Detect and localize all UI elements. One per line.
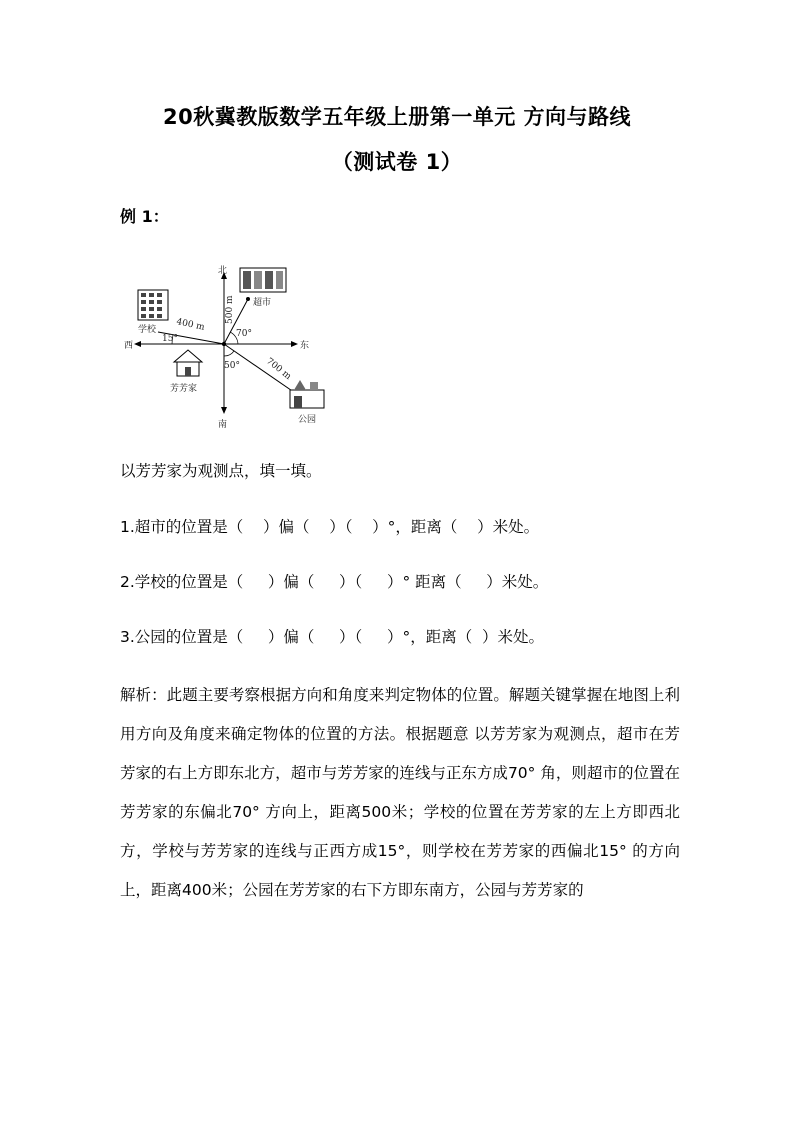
question-3: 3.公园的位置是（ ）偏（ ）（ ）°，距离（ ）米处。 [120,628,545,646]
angle-supermarket: 70° [236,329,252,339]
park-icon [290,380,324,408]
west-arrow-icon [134,341,141,347]
school-icon [138,290,168,320]
analysis-paragraph: 解析：此题主要考察根据方向和角度来判定物体的位置。解题关键掌握在地图上利用方向及角度来确定物体的位置的方法。根据题意 以芳芳家为观测点，超市在芳芳家的右上方即东北方，超市与芳芳家的连线与正东方成70° 角，则超市的位置在芳芳家的东偏北70° 方向上，距离500米；学校的位置在芳芳家的左上方即西北方，学校与芳芳家的连线与正西方成15°，则学校在芳芳家的西偏北15° 的方向上，距离400米；公园在芳芳家的右下方即东南方，公园与芳芳家的 [120,686,680,899]
park-label: 公园 [298,415,317,425]
example-label: 例 1： [120,207,169,226]
supermarket-label: 超市 [253,298,272,308]
direction-map [124,262,328,432]
school-label: 学校 [138,325,157,335]
west-label: 西 [124,341,134,351]
home-icon [174,350,202,376]
distance-park: 700 m [264,356,293,382]
distance-school: 400 m [175,317,206,333]
east-label: 东 [300,341,310,351]
east-arrow-icon [291,341,298,347]
angle-school: 15° [162,334,178,344]
supermarket-icon [240,268,286,292]
home-label: 芳芳家 [170,384,198,394]
question-2: 2.学校的位置是（ ）偏（ ）（ ）° 距离（ ）米处。 [120,573,549,591]
distance-supermarket: 500 m [225,295,235,324]
south-arrow-icon [221,407,227,414]
angle-park: 50° [224,361,240,371]
document-title-line2: （测试卷 1） [331,150,463,174]
document-title-line1: 20秋冀教版数学五年级上册第一单元 方向与路线 [162,105,632,129]
instruction-text: 以芳芳家为观测点，填一填。 [120,462,322,480]
north-label: 北 [218,266,228,276]
question-1: 1.超市的位置是（ ）偏（ ）（ ）°，距离（ ）米处。 [120,518,540,536]
south-label: 南 [218,420,228,430]
